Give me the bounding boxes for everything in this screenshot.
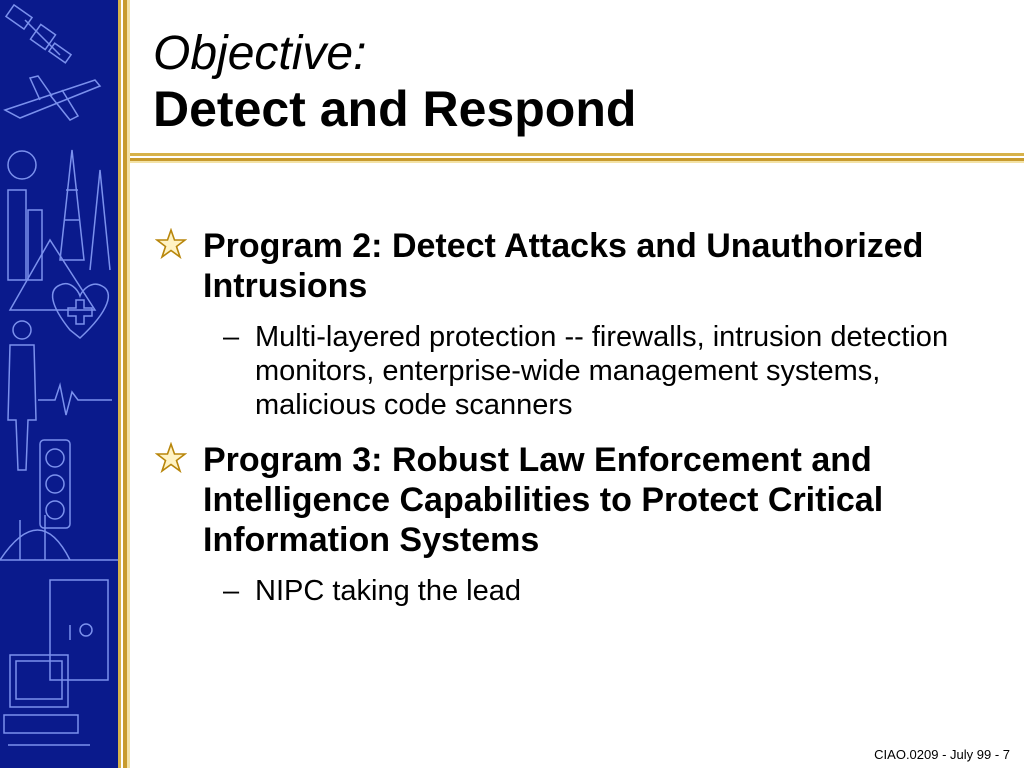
traffic-light-icon bbox=[40, 440, 70, 528]
computer-icon bbox=[4, 655, 90, 745]
title-detect-respond: Detect and Respond bbox=[153, 81, 637, 137]
sub-bullet-nipc bbox=[155, 574, 1005, 608]
horizontal-gold-rule bbox=[130, 153, 1024, 163]
star-bullet-icon bbox=[155, 228, 187, 260]
safe-icon bbox=[50, 580, 108, 680]
side-decoration-band bbox=[0, 0, 118, 768]
infrastructure-illustration bbox=[0, 0, 118, 768]
bridge-icon bbox=[0, 515, 118, 560]
bullet-text: Program 2: Detect Attacks and Unauthorized Intrusions bbox=[203, 227, 924, 305]
person-icon bbox=[8, 321, 36, 470]
vertical-gold-rule bbox=[118, 0, 130, 768]
star-bullet-icon bbox=[155, 442, 187, 474]
heart-icon bbox=[53, 284, 109, 338]
sub-bullet-text: Multi-layered protection -- firewalls, intrusion detection monitors, enterprise-wide management systems, malicious code scanners bbox=[255, 321, 949, 421]
slide-title bbox=[153, 28, 636, 138]
sub-bullet-multi-layered bbox=[155, 320, 1005, 422]
dash-marker: – bbox=[223, 575, 240, 607]
bullet-program-3 bbox=[155, 440, 1005, 560]
bullet-text: Program 3: Robust Law Enforcement and Intelligence Capabilities to Protect Critical Information Systems bbox=[203, 441, 884, 559]
airplane-icon bbox=[5, 76, 100, 120]
sub-bullet-text: NIPC taking the lead bbox=[255, 575, 521, 607]
bullet-program-2 bbox=[155, 226, 1005, 306]
tower-icon bbox=[8, 150, 110, 280]
satellite-icon bbox=[6, 5, 71, 63]
bullet-list bbox=[155, 226, 1005, 626]
title-objective: Objective: bbox=[153, 27, 367, 80]
slide-footer: CIAO.0209 - July 99 - 7 bbox=[874, 747, 1010, 762]
dash-marker: – bbox=[223, 321, 240, 353]
heartbeat-icon bbox=[38, 385, 112, 415]
